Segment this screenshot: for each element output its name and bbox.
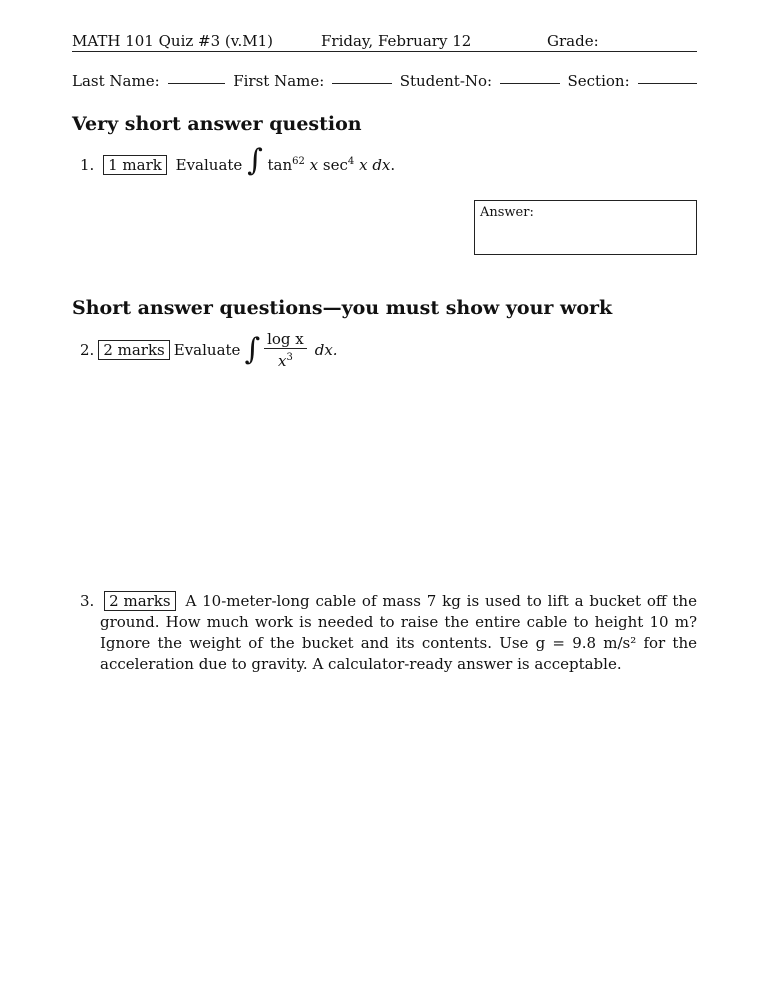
student-info-row — [72, 72, 697, 90]
last-name-blank[interactable] — [168, 82, 226, 84]
section-title-very-short: Very short answer question — [72, 113, 362, 135]
section-label: Section: — [567, 72, 630, 90]
last-name-label: Last Name: — [72, 72, 160, 90]
question-1 — [80, 143, 396, 178]
question-2 — [80, 330, 338, 370]
question-number: 2. — [80, 341, 95, 359]
question-text: A 10-meter-long cable of mass 7 kg is used to lift a bucket off the ground. How much work is needed to raise the entire cable to height 10 m? Ignore the weight of the bucket and its contents. Use g = 9.8 m/s² for the acceleration due to gravity. A calculator-ready answer is acceptable. — [100, 592, 697, 673]
tan-exponent: 62 — [292, 156, 305, 167]
variable-x: x — [309, 156, 319, 174]
quiz-date: Friday, February 12 — [321, 32, 472, 50]
first-name-label: First Name: — [233, 72, 325, 90]
question-verb: Evaluate — [175, 156, 243, 174]
sec-function: sec — [322, 156, 348, 174]
fraction-numerator: log x — [264, 330, 307, 349]
marks-badge: 2 marks — [104, 591, 175, 611]
sec-exponent: 4 — [347, 156, 355, 167]
differential: dx. — [314, 341, 338, 359]
integral-sign: ∫ — [247, 143, 263, 178]
section-blank[interactable] — [638, 82, 697, 84]
answer-label: Answer: — [480, 205, 534, 220]
question-number: 3. — [80, 592, 95, 610]
student-no-blank[interactable] — [500, 82, 559, 84]
marks-badge: 2 marks — [98, 340, 169, 360]
denominator-exponent: 3 — [286, 352, 293, 363]
marks-badge: 1 mark — [103, 155, 167, 175]
question-3 — [80, 591, 697, 675]
integral-sign: ∫ — [244, 332, 261, 367]
question-verb: Evaluate — [173, 341, 241, 359]
grade-label: Grade: — [547, 32, 599, 50]
course-title: MATH 101 Quiz #3 (v.M1) — [72, 32, 273, 50]
variable-x: x — [359, 156, 368, 174]
fraction-denominator — [278, 349, 293, 370]
q1-expression — [247, 143, 396, 178]
question-number: 1. — [80, 156, 95, 174]
period: . — [390, 156, 396, 174]
fraction — [264, 330, 307, 370]
denominator-base: x — [277, 352, 287, 370]
student-no-label: Student-No: — [399, 72, 493, 90]
first-name-blank[interactable] — [332, 82, 391, 84]
differential: dx — [372, 156, 391, 174]
answer-box[interactable] — [474, 200, 697, 255]
section-title-short-answer: Short answer questions—you must show your work — [72, 297, 613, 319]
header-rule — [72, 51, 697, 52]
tan-function: tan — [267, 156, 293, 174]
